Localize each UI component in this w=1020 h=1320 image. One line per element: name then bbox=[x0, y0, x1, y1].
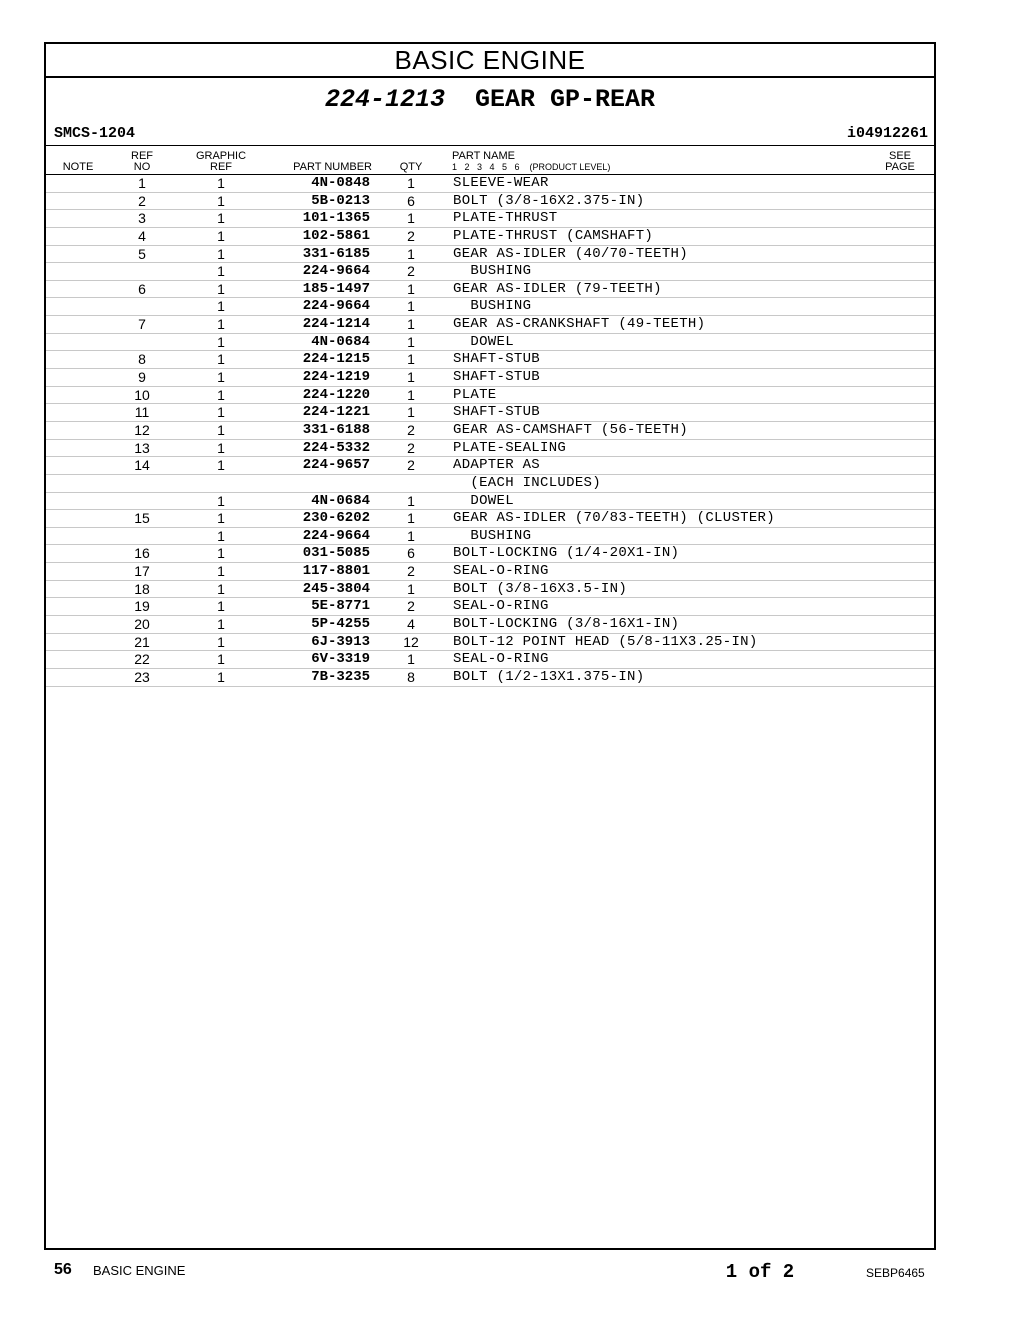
part-name: PLATE-THRUST (CAMSHAFT) bbox=[453, 227, 654, 244]
quantity: 2 bbox=[407, 227, 415, 244]
table-row bbox=[46, 457, 934, 475]
graphic-ref: 1 bbox=[217, 492, 225, 509]
graphic-ref: 1 bbox=[217, 439, 225, 456]
part-name: BOLT (3/8-16X3.5-IN) bbox=[453, 580, 628, 597]
part-name: SHAFT-STUB bbox=[453, 369, 541, 386]
quantity: 1 bbox=[407, 404, 415, 421]
quantity: 2 bbox=[407, 421, 415, 438]
part-name: SEAL-O-RING bbox=[453, 563, 549, 580]
part-name: SEAL-O-RING bbox=[453, 651, 549, 668]
table-row bbox=[46, 228, 934, 246]
column-header-part-name: PART NAME bbox=[452, 150, 515, 162]
part-number: 031-5085 bbox=[302, 545, 370, 562]
part-name: ADAPTER AS bbox=[453, 457, 541, 474]
table-row bbox=[46, 334, 934, 352]
ref-no: 6 bbox=[138, 280, 146, 297]
table-row bbox=[46, 634, 934, 652]
part-name: (EACH INCLUDES) bbox=[453, 474, 601, 491]
quantity: 1 bbox=[407, 527, 415, 544]
table-row bbox=[46, 581, 934, 599]
graphic-ref: 1 bbox=[217, 563, 225, 580]
part-number: 331-6188 bbox=[302, 421, 370, 438]
graphic-ref: 1 bbox=[217, 175, 225, 191]
part-name: BOLT-LOCKING (3/8-16X1-IN) bbox=[453, 616, 680, 633]
table-row bbox=[46, 298, 934, 316]
ref-no: 22 bbox=[134, 651, 150, 668]
group-name: GEAR GP-REAR bbox=[475, 85, 656, 114]
table-row bbox=[46, 193, 934, 211]
graphic-ref: 1 bbox=[217, 510, 225, 527]
part-name: GEAR AS-CAMSHAFT (56-TEETH) bbox=[453, 421, 688, 438]
column-header-part-number: PART NUMBER bbox=[293, 161, 372, 173]
column-header-product-level: 1 2 3 4 5 6 (PRODUCT LEVEL) bbox=[452, 162, 611, 172]
part-name: BOLT-12 POINT HEAD (5/8-11X3.25-IN) bbox=[453, 633, 758, 650]
graphic-ref: 1 bbox=[217, 192, 225, 209]
part-number: 245-3804 bbox=[302, 580, 370, 597]
quantity: 2 bbox=[407, 457, 415, 474]
part-number: 224-9664 bbox=[302, 527, 370, 544]
graphic-ref: 1 bbox=[217, 404, 225, 421]
ref-no: 7 bbox=[138, 316, 146, 333]
part-name: BUSHING bbox=[453, 527, 532, 544]
graphic-ref: 1 bbox=[217, 598, 225, 615]
part-name: BUSHING bbox=[453, 298, 532, 315]
graphic-ref: 1 bbox=[217, 545, 225, 562]
group-title bbox=[46, 84, 934, 116]
part-number: 224-1215 bbox=[302, 351, 370, 368]
part-name: BOLT (1/2-13X1.375-IN) bbox=[453, 668, 645, 685]
part-number: 224-1214 bbox=[302, 316, 370, 333]
ref-no: 14 bbox=[134, 457, 150, 474]
part-number: 4N-0848 bbox=[311, 175, 370, 191]
footer-page-of: 1 of 2 bbox=[725, 1261, 795, 1283]
part-name: GEAR AS-IDLER (70/83-TEETH) (CLUSTER) bbox=[453, 510, 775, 527]
part-name: SLEEVE-WEAR bbox=[453, 175, 549, 191]
quantity: 1 bbox=[407, 580, 415, 597]
quantity: 1 bbox=[407, 492, 415, 509]
table-row bbox=[46, 475, 934, 493]
quantity: 8 bbox=[407, 668, 415, 685]
ref-no: 13 bbox=[134, 439, 150, 456]
parts-page-frame bbox=[44, 42, 936, 1250]
part-name: GEAR AS-IDLER (40/70-TEETH) bbox=[453, 245, 688, 262]
part-name: GEAR AS-CRANKSHAFT (49-TEETH) bbox=[453, 316, 706, 333]
ref-no: 2 bbox=[138, 192, 146, 209]
part-name: DOWEL bbox=[453, 492, 514, 509]
part-number: 224-1220 bbox=[302, 386, 370, 403]
graphic-ref: 1 bbox=[217, 616, 225, 633]
column-header-graphic: GRAPHIC bbox=[195, 150, 247, 162]
part-number: 331-6185 bbox=[302, 245, 370, 262]
table-row bbox=[46, 281, 934, 299]
graphic-ref: 1 bbox=[217, 316, 225, 333]
ref-no: 19 bbox=[134, 598, 150, 615]
ref-no: 3 bbox=[138, 210, 146, 227]
table-row bbox=[46, 387, 934, 405]
table-row bbox=[46, 422, 934, 440]
quantity: 1 bbox=[407, 651, 415, 668]
column-header-see: SEE bbox=[888, 150, 911, 162]
graphic-ref: 1 bbox=[217, 457, 225, 474]
table-row bbox=[46, 404, 934, 422]
ref-no: 18 bbox=[134, 580, 150, 597]
part-number: 5P-4255 bbox=[311, 616, 370, 633]
ref-no: 12 bbox=[134, 421, 150, 438]
ref-no: 5 bbox=[138, 245, 146, 262]
quantity: 1 bbox=[407, 298, 415, 315]
table-row bbox=[46, 263, 934, 281]
graphic-ref: 1 bbox=[217, 351, 225, 368]
graphic-ref: 1 bbox=[217, 333, 225, 350]
table-row bbox=[46, 493, 934, 511]
table-row bbox=[46, 175, 934, 193]
quantity: 1 bbox=[407, 280, 415, 297]
quantity: 1 bbox=[407, 351, 415, 368]
part-number: 6J-3913 bbox=[311, 633, 370, 650]
part-number: 230-6202 bbox=[302, 510, 370, 527]
part-name: GEAR AS-IDLER (79-TEETH) bbox=[453, 280, 662, 297]
part-number: 5B-0213 bbox=[311, 192, 370, 209]
quantity: 1 bbox=[407, 210, 415, 227]
part-name: BUSHING bbox=[453, 263, 532, 280]
table-row bbox=[46, 528, 934, 546]
parts-list bbox=[46, 175, 934, 687]
part-number: 224-9657 bbox=[302, 457, 370, 474]
graphic-ref: 1 bbox=[217, 421, 225, 438]
quantity: 1 bbox=[407, 333, 415, 350]
quantity: 1 bbox=[407, 386, 415, 403]
part-number: 101-1365 bbox=[302, 210, 370, 227]
ref-no: 20 bbox=[134, 616, 150, 633]
part-number: 7B-3235 bbox=[311, 668, 370, 685]
ref-no: 16 bbox=[134, 545, 150, 562]
table-row bbox=[46, 246, 934, 264]
part-name: SHAFT-STUB bbox=[453, 404, 541, 421]
quantity: 6 bbox=[407, 192, 415, 209]
graphic-ref: 1 bbox=[217, 210, 225, 227]
quantity: 1 bbox=[407, 316, 415, 333]
column-header-qty: QTY bbox=[399, 161, 423, 173]
part-number: 4N-0684 bbox=[311, 333, 370, 350]
part-name: SHAFT-STUB bbox=[453, 351, 541, 368]
part-name: PLATE bbox=[453, 386, 497, 403]
footer-section: BASIC ENGINE bbox=[93, 1263, 186, 1278]
ref-no: 15 bbox=[134, 510, 150, 527]
smcs-code: SMCS-1204 bbox=[54, 125, 136, 142]
graphic-ref: 1 bbox=[217, 280, 225, 297]
footer-page-number: 56 bbox=[54, 1261, 72, 1278]
column-header-note: NOTE bbox=[62, 161, 94, 173]
header-divider bbox=[46, 145, 934, 146]
table-row bbox=[46, 316, 934, 334]
graphic-ref: 1 bbox=[217, 651, 225, 668]
quantity: 1 bbox=[407, 245, 415, 262]
group-number: 224-1213 bbox=[324, 85, 445, 114]
graphic-ref: 1 bbox=[217, 633, 225, 650]
table-row bbox=[46, 598, 934, 616]
illustration-id: i04912261 bbox=[846, 125, 928, 142]
graphic-ref: 1 bbox=[217, 227, 225, 244]
graphic-ref: 1 bbox=[217, 527, 225, 544]
ref-no: 23 bbox=[134, 668, 150, 685]
quantity: 1 bbox=[407, 175, 415, 191]
part-number: 224-9664 bbox=[302, 298, 370, 315]
part-number: 117-8801 bbox=[302, 563, 370, 580]
part-name: SEAL-O-RING bbox=[453, 598, 549, 615]
part-number: 224-1221 bbox=[302, 404, 370, 421]
table-row bbox=[46, 563, 934, 581]
table-row bbox=[46, 651, 934, 669]
graphic-ref: 1 bbox=[217, 386, 225, 403]
ref-no: 1 bbox=[138, 175, 146, 191]
quantity: 2 bbox=[407, 263, 415, 280]
quantity: 4 bbox=[407, 616, 415, 633]
ref-no: 21 bbox=[134, 633, 150, 650]
column-header-graphic-ref: REF bbox=[210, 161, 232, 173]
column-header-ref-no: NO bbox=[133, 161, 151, 173]
ref-no: 9 bbox=[138, 369, 146, 386]
table-row bbox=[46, 440, 934, 458]
table-row bbox=[46, 616, 934, 634]
part-number: 224-5332 bbox=[302, 439, 370, 456]
part-name: DOWEL bbox=[453, 333, 514, 350]
table-row bbox=[46, 210, 934, 228]
quantity: 2 bbox=[407, 563, 415, 580]
column-header-ref: REF bbox=[131, 150, 153, 162]
table-row bbox=[46, 369, 934, 387]
part-number: 224-1219 bbox=[302, 369, 370, 386]
part-name: BOLT-LOCKING (1/4-20X1-IN) bbox=[453, 545, 680, 562]
quantity: 1 bbox=[407, 369, 415, 386]
graphic-ref: 1 bbox=[217, 298, 225, 315]
graphic-ref: 1 bbox=[217, 369, 225, 386]
quantity: 1 bbox=[407, 510, 415, 527]
quantity: 2 bbox=[407, 598, 415, 615]
part-number: 102-5861 bbox=[302, 227, 370, 244]
graphic-ref: 1 bbox=[217, 245, 225, 262]
graphic-ref: 1 bbox=[217, 263, 225, 280]
table-row bbox=[46, 545, 934, 563]
column-header-see-page: PAGE bbox=[885, 161, 915, 173]
graphic-ref: 1 bbox=[217, 668, 225, 685]
part-name: PLATE-SEALING bbox=[453, 439, 567, 456]
table-row bbox=[46, 510, 934, 528]
ref-no: 8 bbox=[138, 351, 146, 368]
quantity: 6 bbox=[407, 545, 415, 562]
part-number: 6V-3319 bbox=[311, 651, 370, 668]
part-number: 224-9664 bbox=[302, 263, 370, 280]
table-row bbox=[46, 351, 934, 369]
section-title: BASIC ENGINE bbox=[46, 44, 934, 78]
footer-document-number: SEBP6465 bbox=[866, 1266, 925, 1280]
part-number: 4N-0684 bbox=[311, 492, 370, 509]
ref-no: 10 bbox=[134, 386, 150, 403]
part-number: 185-1497 bbox=[302, 280, 370, 297]
part-number: 5E-8771 bbox=[311, 598, 370, 615]
ref-no: 11 bbox=[134, 404, 150, 421]
graphic-ref: 1 bbox=[217, 580, 225, 597]
part-name: PLATE-THRUST bbox=[453, 210, 558, 227]
quantity: 12 bbox=[403, 633, 419, 650]
table-row bbox=[46, 669, 934, 687]
quantity: 2 bbox=[407, 439, 415, 456]
ref-no: 4 bbox=[138, 227, 146, 244]
ref-no: 17 bbox=[134, 563, 150, 580]
part-name: BOLT (3/8-16X2.375-IN) bbox=[453, 192, 645, 209]
